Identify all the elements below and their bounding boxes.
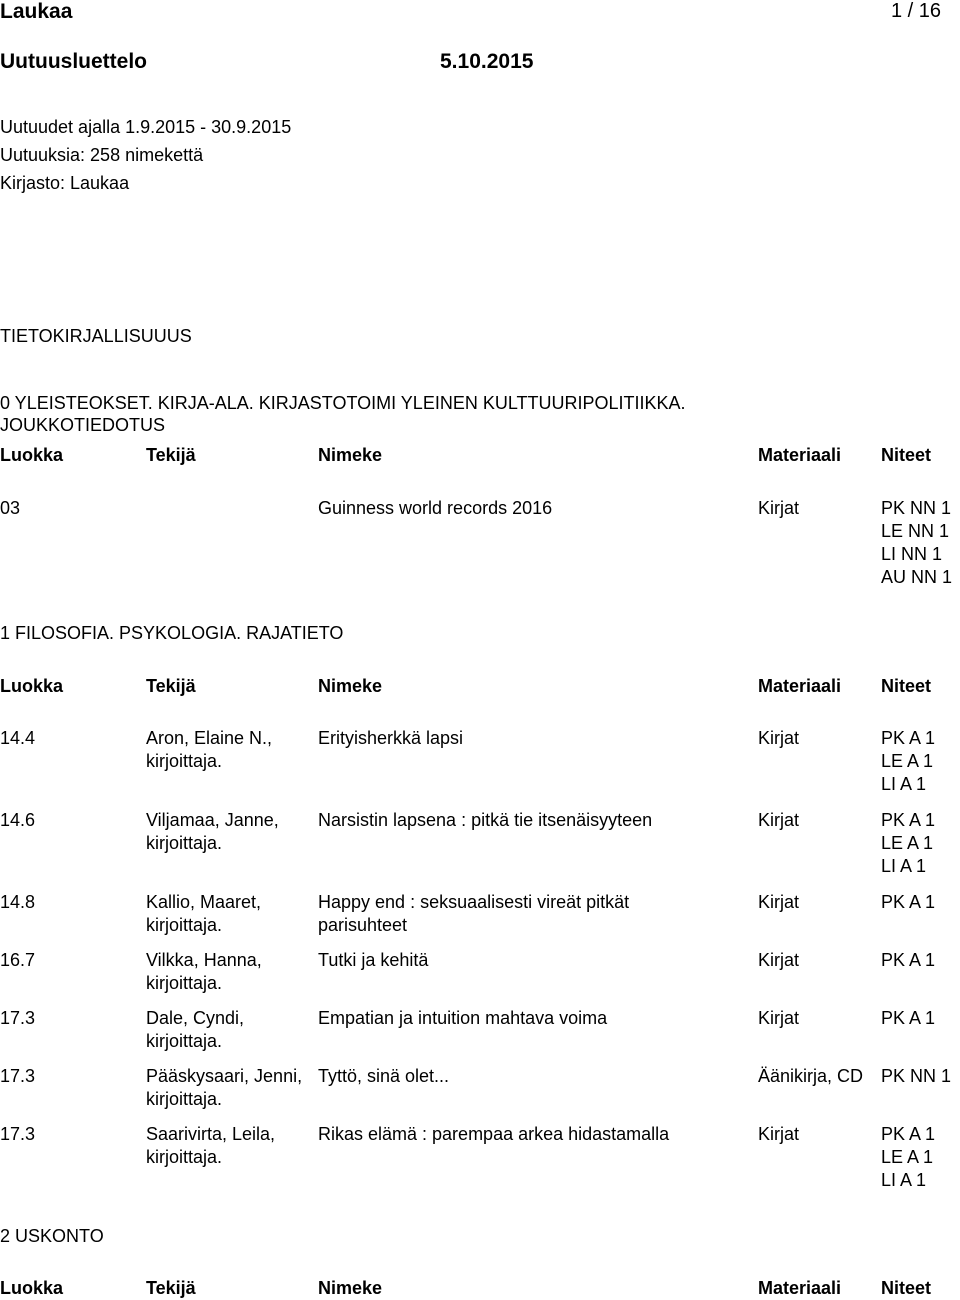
- column-header-tekija: Tekijä: [146, 445, 196, 465]
- page-number: 1 / 16: [891, 0, 942, 22]
- niteet-item: PK NN 1: [881, 1066, 952, 1086]
- row-luokka: 16.7: [0, 950, 36, 970]
- row-luokka: 03: [0, 498, 21, 518]
- column-header-nimeke: Nimeke: [318, 1278, 383, 1298]
- row-materiaali: Kirjat: [758, 892, 800, 912]
- niteet-item: PK A 1: [881, 1008, 936, 1028]
- library-text: Kirjasto: Laukaa: [0, 173, 130, 193]
- row-niteet: [881, 949, 960, 972]
- document-date: 5.10.2015: [440, 50, 534, 73]
- row-tekija: Pääskysaari, Jenni, kirjoittaja.: [146, 1066, 303, 1109]
- row-nimeke: Happy end : seksuaalisesti vireät pitkät parisuhteet: [318, 892, 630, 935]
- column-header-luokka: Luokka: [0, 445, 64, 465]
- niteet-item: LI A 1: [881, 774, 927, 794]
- row-nimeke: Narsistin lapsena : pitkä tie itsenäisyyteen: [318, 810, 653, 830]
- row-tekija: Kallio, Maaret, kirjoittaja.: [146, 892, 262, 935]
- category-heading: TIETOKIRJALLISUUUS: [0, 326, 192, 346]
- period-text: Uutuudet ajalla 1.9.2015 - 30.9.2015: [0, 117, 292, 137]
- niteet-item: LI A 1: [881, 1170, 927, 1190]
- column-header-nimeke: Nimeke: [318, 676, 383, 696]
- row-materiaali: Kirjat: [758, 728, 800, 748]
- row-nimeke: Empatian ja intuition mahtava voima: [318, 1008, 608, 1028]
- row-nimeke: Guinness world records 2016: [318, 498, 553, 518]
- row-niteet: [881, 727, 960, 796]
- column-header-materiaali: Materiaali: [758, 1278, 842, 1298]
- row-nimeke: Tyttö, sinä olet...: [318, 1066, 450, 1086]
- niteet-item: LE A 1: [881, 833, 934, 853]
- row-tekija: Saarivirta, Leila, kirjoittaja.: [146, 1124, 276, 1167]
- niteet-item: PK A 1: [881, 1124, 936, 1144]
- document-title: Uutuusluettelo: [0, 50, 147, 73]
- column-header-nimeke: Nimeke: [318, 445, 383, 465]
- column-header-niteet: Niteet: [881, 1278, 932, 1298]
- niteet-item: PK A 1: [881, 892, 936, 912]
- row-nimeke: Erityisherkkä lapsi: [318, 728, 464, 748]
- niteet-item: LE NN 1: [881, 521, 950, 541]
- row-tekija: Viljamaa, Janne, kirjoittaja.: [146, 810, 279, 853]
- row-niteet: [881, 891, 960, 914]
- row-materiaali: Kirjat: [758, 1124, 800, 1144]
- niteet-item: LI NN 1: [881, 544, 943, 564]
- library-name: Laukaa: [0, 0, 73, 23]
- row-luokka: 14.8: [0, 892, 36, 912]
- niteet-item: AU NN 1: [881, 567, 953, 587]
- row-nimeke: Rikas elämä : parempaa arkea hidastamalla: [318, 1124, 670, 1144]
- niteet-item: LI A 1: [881, 856, 927, 876]
- row-tekija: Dale, Cyndi, kirjoittaja.: [146, 1008, 245, 1051]
- row-materiaali: Kirjat: [758, 1008, 800, 1028]
- niteet-item: PK A 1: [881, 728, 936, 748]
- row-luokka: 17.3: [0, 1124, 36, 1144]
- section-title: 0 YLEISTEOKSET. KIRJA-ALA. KIRJASTOTOIMI YLEINEN KULTTUURIPOLITIIKKA.: [0, 393, 686, 413]
- column-header-luokka: Luokka: [0, 676, 64, 696]
- column-header-tekija: Tekijä: [146, 676, 196, 696]
- row-materiaali: Äänikirja, CD: [758, 1066, 864, 1086]
- column-header-materiaali: Materiaali: [758, 676, 842, 696]
- niteet-item: LE A 1: [881, 1147, 934, 1167]
- row-nimeke: Tutki ja kehitä: [318, 950, 429, 970]
- row-luokka: 17.3: [0, 1066, 36, 1086]
- column-header-materiaali: Materiaali: [758, 445, 842, 465]
- column-header-tekija: Tekijä: [146, 1278, 196, 1298]
- column-header-niteet: Niteet: [881, 445, 932, 465]
- niteet-item: LE A 1: [881, 751, 934, 771]
- row-luokka: 17.3: [0, 1008, 36, 1028]
- row-materiaali: Kirjat: [758, 498, 800, 518]
- column-header-niteet: Niteet: [881, 676, 932, 696]
- row-materiaali: Kirjat: [758, 810, 800, 830]
- column-header-luokka: Luokka: [0, 1278, 64, 1298]
- row-niteet: [881, 1123, 960, 1192]
- count-text: Uutuuksia: 258 nimekettä: [0, 145, 204, 165]
- niteet-item: PK NN 1: [881, 498, 952, 518]
- section-title: 2 USKONTO: [0, 1226, 104, 1246]
- row-luokka: 14.6: [0, 810, 36, 830]
- row-tekija: Aron, Elaine N., kirjoittaja.: [146, 728, 273, 771]
- row-luokka: 14.4: [0, 728, 36, 748]
- row-niteet: [881, 497, 960, 589]
- niteet-item: PK A 1: [881, 810, 936, 830]
- row-tekija: Vilkka, Hanna, kirjoittaja.: [146, 950, 262, 993]
- section-title-continued: JOUKKOTIEDOTUS: [0, 415, 166, 435]
- section-title: 1 FILOSOFIA. PSYKOLOGIA. RAJATIETO: [0, 623, 344, 643]
- row-niteet: [881, 809, 960, 878]
- niteet-item: PK A 1: [881, 950, 936, 970]
- row-niteet: [881, 1065, 960, 1088]
- row-niteet: [881, 1007, 960, 1030]
- row-materiaali: Kirjat: [758, 950, 800, 970]
